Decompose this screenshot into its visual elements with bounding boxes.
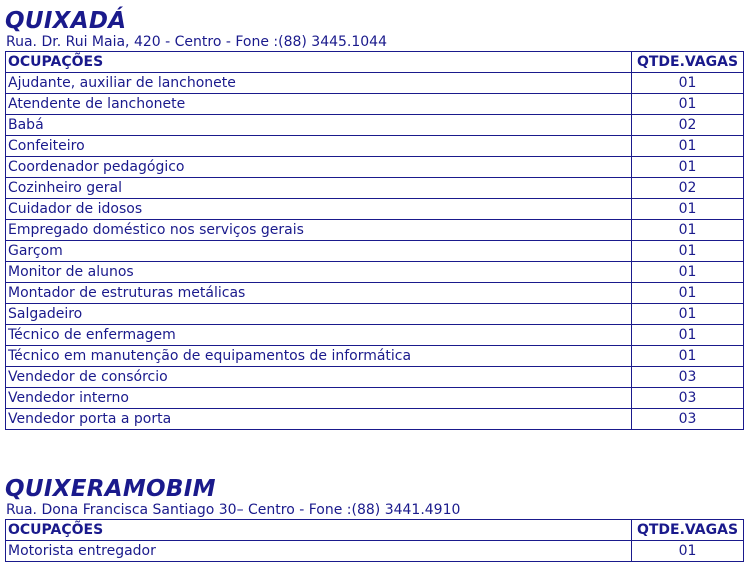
table-row: [6, 388, 744, 409]
table-row: [6, 283, 744, 304]
qty-cell: 01: [632, 136, 744, 157]
table-body: [6, 541, 744, 562]
occupation-cell: Vendedor de consórcio: [6, 367, 632, 388]
table-row: [6, 199, 744, 220]
table-row: [6, 115, 744, 136]
occupation-cell: Confeiteiro: [6, 136, 632, 157]
table-row: [6, 73, 744, 94]
vacancies-table: [5, 51, 744, 430]
table-row: [6, 136, 744, 157]
occupation-cell: Babá: [6, 115, 632, 136]
table-body: [6, 73, 744, 430]
section-quixeramobim: [5, 476, 743, 562]
table-row: [6, 304, 744, 325]
city-title: QUIXADÁ: [5, 8, 127, 34]
table-row: [6, 220, 744, 241]
header-occupations: OCUPAÇÕES: [6, 52, 632, 73]
header-occupations: OCUPAÇÕES: [6, 520, 632, 541]
occupation-cell: Técnico em manutenção de equipamentos de informática: [6, 346, 632, 367]
occupation-cell: Vendedor porta a porta: [6, 409, 632, 430]
table-row: [6, 157, 744, 178]
occupation-cell: Cozinheiro geral: [6, 178, 632, 199]
table-header-row: [6, 520, 744, 541]
occupation-cell: Vendedor interno: [6, 388, 632, 409]
vacancies-table: [5, 519, 744, 562]
qty-cell: 01: [632, 73, 744, 94]
section-quixada: [5, 8, 743, 430]
qty-cell: 01: [632, 94, 744, 115]
table-row: [6, 178, 744, 199]
occupation-cell: Motorista entregador: [6, 541, 632, 562]
qty-cell: 01: [632, 157, 744, 178]
city-address: Rua. Dr. Rui Maia, 420 - Centro - Fone :(88) 3445.1044: [6, 34, 388, 50]
header-qty: QTDE.VAGAS: [632, 520, 744, 541]
occupation-cell: Salgadeiro: [6, 304, 632, 325]
qty-cell: 03: [632, 367, 744, 388]
occupation-cell: Cuidador de idosos: [6, 199, 632, 220]
qty-cell: 03: [632, 388, 744, 409]
table-header-row: [6, 52, 744, 73]
qty-cell: 01: [632, 304, 744, 325]
occupation-cell: Ajudante, auxiliar de lanchonete: [6, 73, 632, 94]
occupation-cell: Coordenador pedagógico: [6, 157, 632, 178]
table-row: [6, 367, 744, 388]
occupation-cell: Monitor de alunos: [6, 262, 632, 283]
qty-cell: 01: [632, 199, 744, 220]
qty-cell: 01: [632, 262, 744, 283]
header-qty: QTDE.VAGAS: [632, 52, 744, 73]
occupation-cell: Atendente de lanchonete: [6, 94, 632, 115]
occupation-cell: Garçom: [6, 241, 632, 262]
table-row: [6, 346, 744, 367]
qty-cell: 01: [632, 220, 744, 241]
occupation-cell: Montador de estruturas metálicas: [6, 283, 632, 304]
table-row: [6, 541, 744, 562]
qty-cell: 01: [632, 346, 744, 367]
qty-cell: 03: [632, 409, 744, 430]
qty-cell: 02: [632, 115, 744, 136]
table-row: [6, 325, 744, 346]
table-row: [6, 241, 744, 262]
city-address: Rua. Dona Francisca Santiago 30– Centro - Fone :(88) 3441.4910: [6, 502, 461, 518]
table-row: [6, 409, 744, 430]
occupation-cell: Técnico de enfermagem: [6, 325, 632, 346]
qty-cell: 01: [632, 283, 744, 304]
qty-cell: 02: [632, 178, 744, 199]
city-title: QUIXERAMOBIM: [5, 476, 216, 502]
qty-cell: 01: [632, 325, 744, 346]
table-row: [6, 94, 744, 115]
qty-cell: 01: [632, 541, 744, 562]
qty-cell: 01: [632, 241, 744, 262]
occupation-cell: Empregado doméstico nos serviços gerais: [6, 220, 632, 241]
table-row: [6, 262, 744, 283]
